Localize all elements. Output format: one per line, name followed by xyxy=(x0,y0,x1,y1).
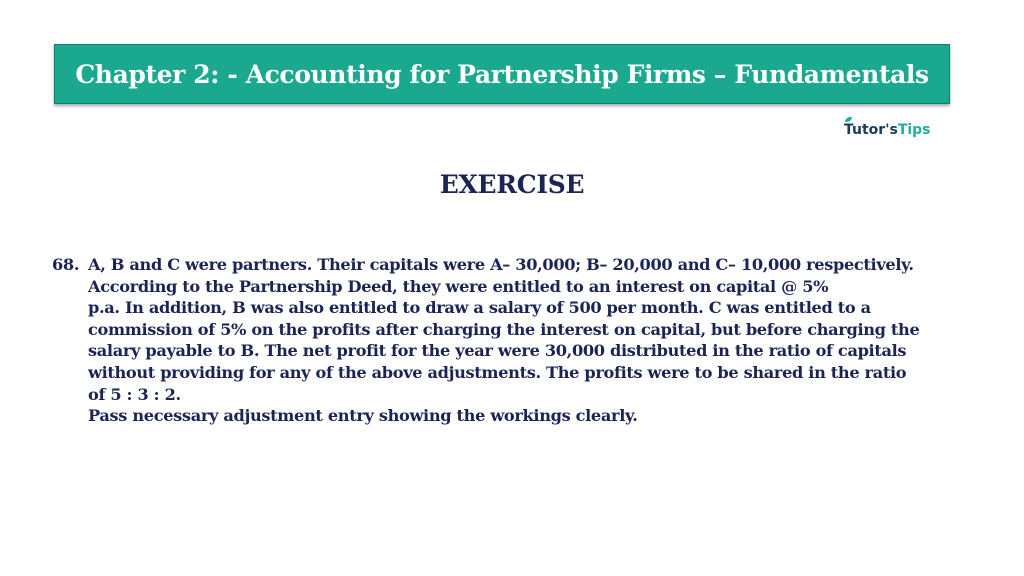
question-line: commission of 5% on the profits after charging the interest on capital, but before charging the xyxy=(88,319,920,339)
exercise-heading: EXERCISE xyxy=(439,170,585,199)
question-line: 68. A, B and C were partners. Their capitals were A– 30,000; B– 20,000 and C– 10,000 respectively. xyxy=(52,255,914,274)
logo-brand-part1: Tutor's xyxy=(844,122,898,138)
question-line: salary payable to B. The net profit for the year were 30,000 distributed in the ratio of capitals xyxy=(88,341,907,361)
question-line: Pass necessary adjustment entry showing the workings clearly. xyxy=(88,406,638,426)
question-block xyxy=(52,254,972,427)
tutors-tips-logo[interactable] xyxy=(844,122,931,138)
question-number: 68. xyxy=(52,255,80,274)
chapter-banner xyxy=(54,44,950,104)
question-line: of 5 : 3 : 2. xyxy=(88,384,181,404)
chapter-title: Chapter 2: - Accounting for Partnership Firms – Fundamentals xyxy=(75,59,929,89)
question-line: p.a. In addition, B was also entitled to draw a salary of 500 per month. C was entitled to a xyxy=(88,298,871,318)
question-line: According to the Partnership Deed, they were entitled to an interest on capital @ 5% xyxy=(88,276,829,296)
question-line: without providing for any of the above adjustments. The profits were to be shared in the ratio xyxy=(88,362,907,382)
logo-brand-part2: Tips xyxy=(897,122,931,138)
